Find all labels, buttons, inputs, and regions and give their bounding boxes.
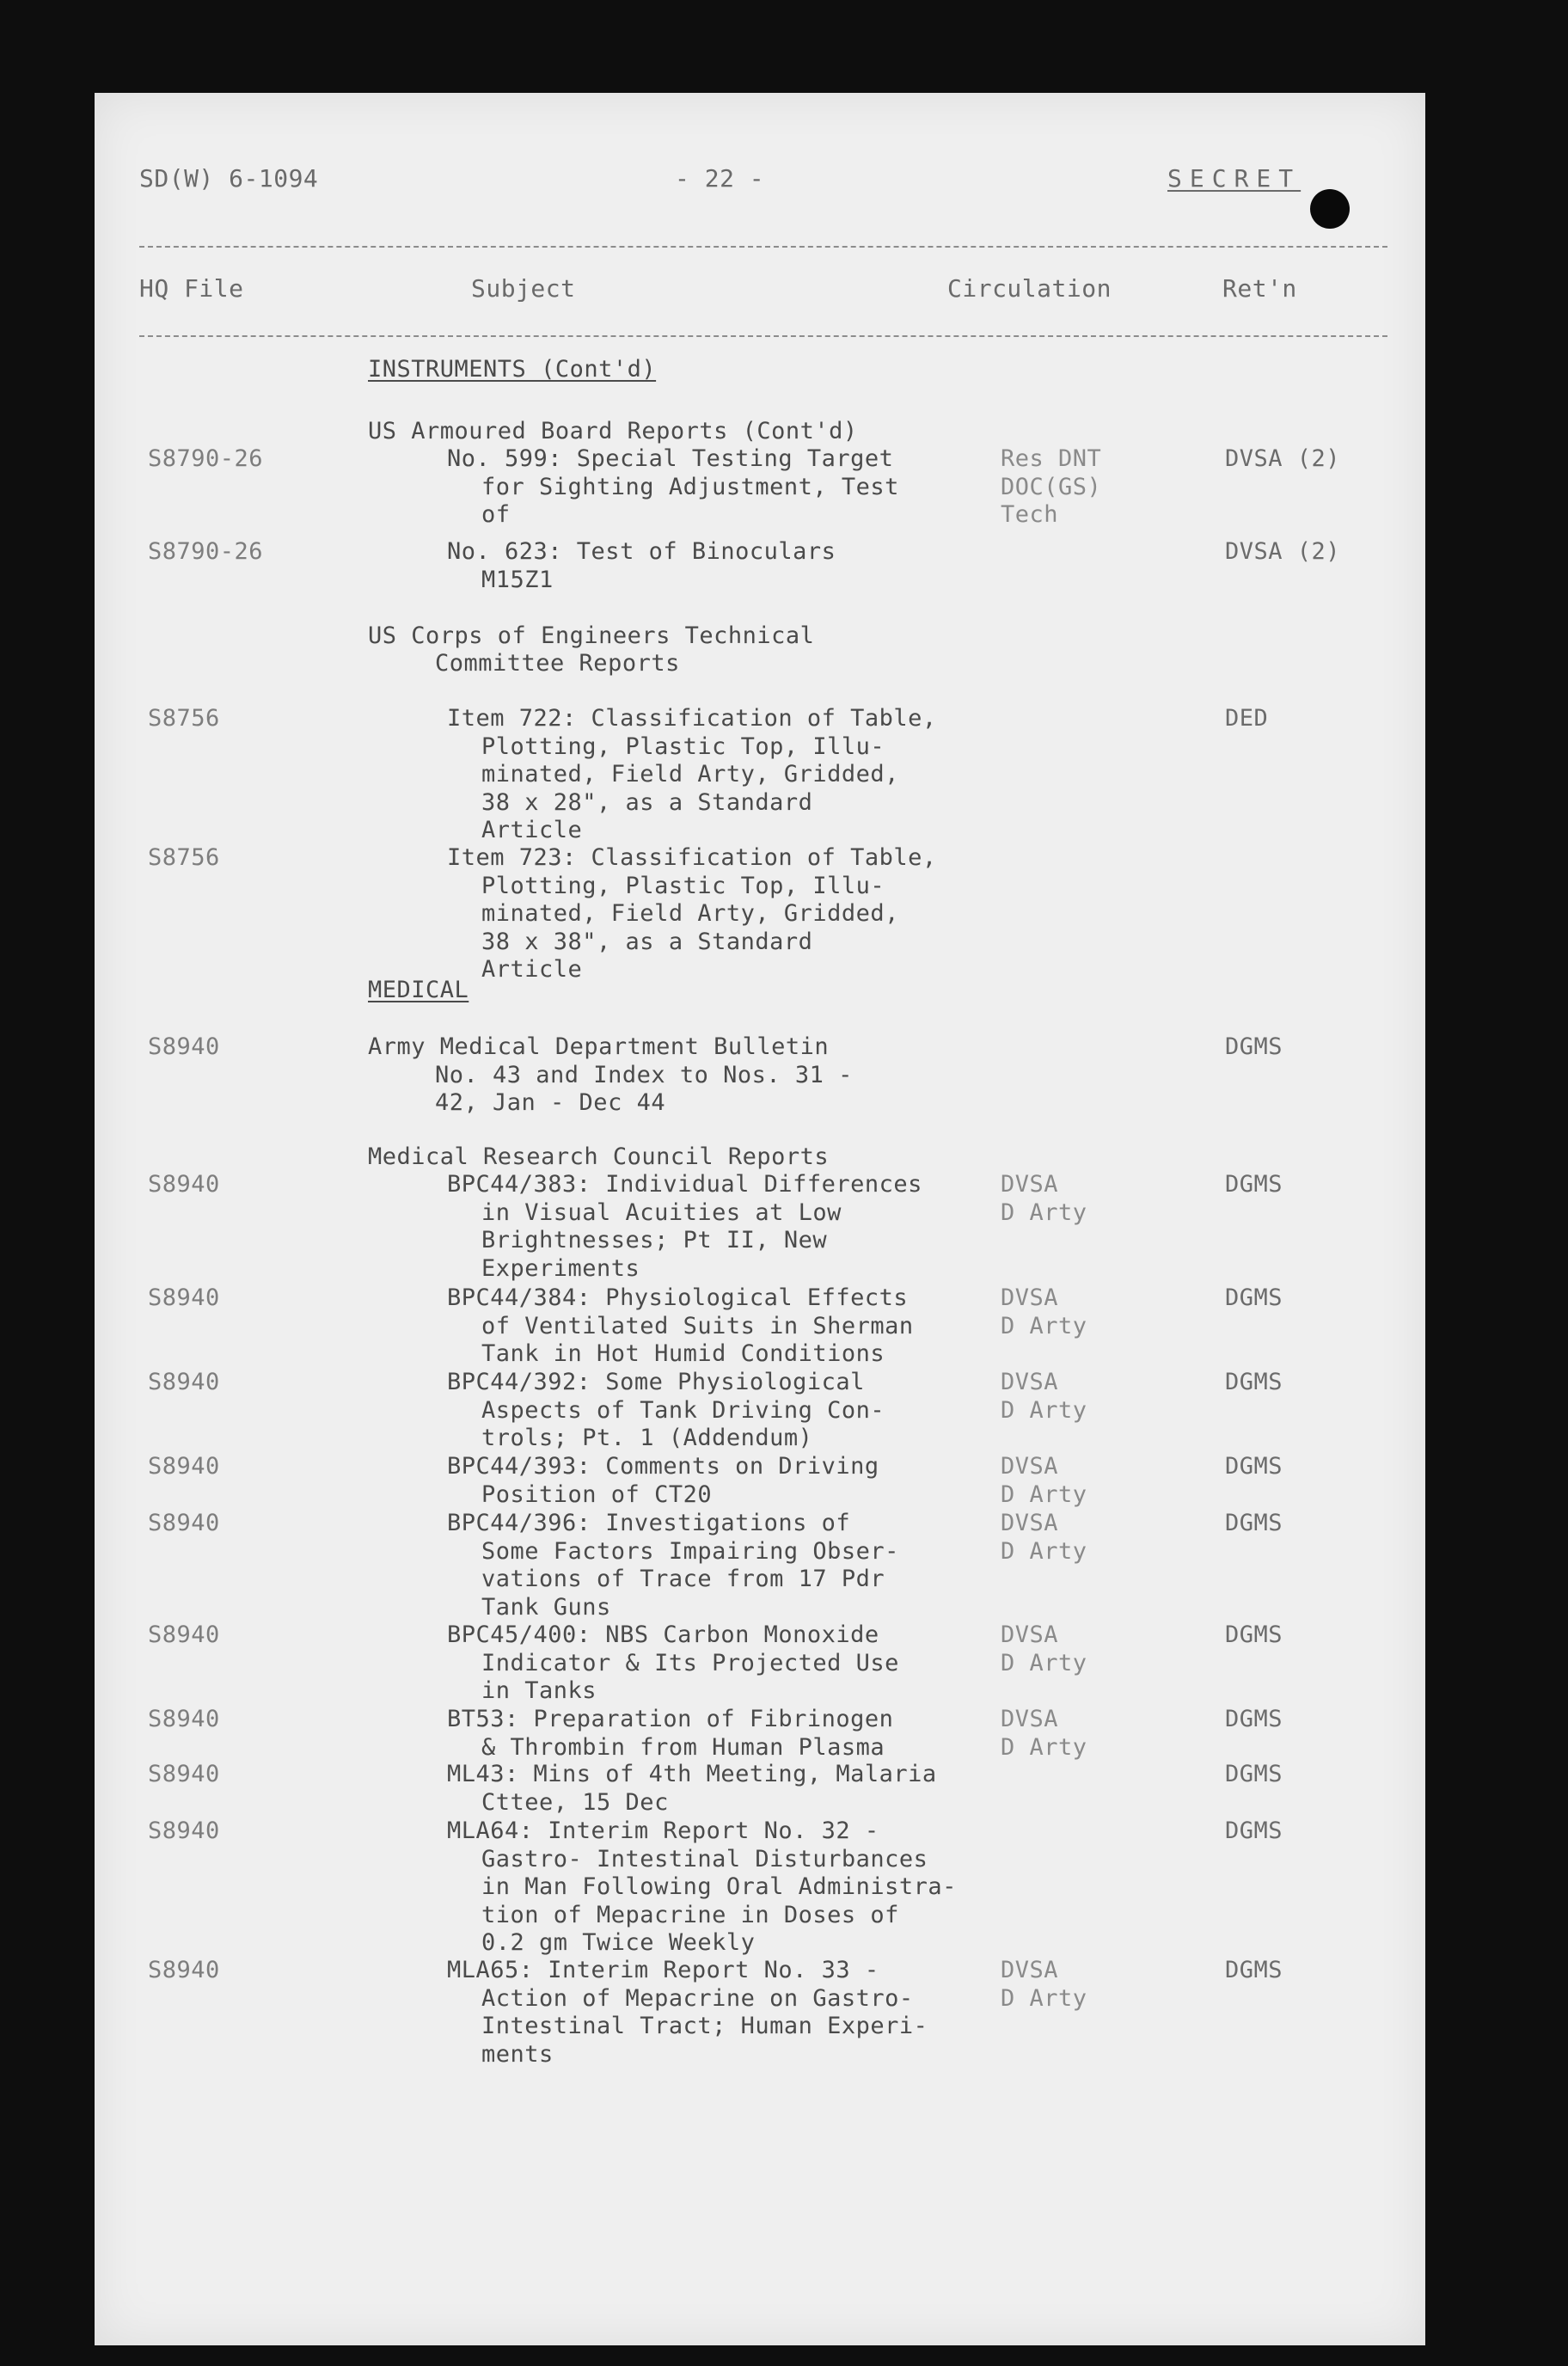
entry-file-number: S8940 <box>148 1817 220 1844</box>
entry-subject-line: minated, Field Arty, Gridded, <box>481 900 899 927</box>
entry-circulation: D Arty <box>1001 1984 1087 2012</box>
entry-return: DGMS <box>1225 1621 1283 1648</box>
entry-subject-line: Article <box>481 956 583 983</box>
classification-marking: SECRET <box>1167 164 1302 193</box>
entry-return: DGMS <box>1225 1761 1283 1787</box>
entry-circulation: D Arty <box>1001 1312 1087 1339</box>
entry-file-number: S8940 <box>148 1284 220 1311</box>
entry-subject-line: trols; Pt. 1 (Addendum) <box>481 1425 813 1451</box>
page-number: - 22 - <box>675 164 765 193</box>
entry-return: DGMS <box>1225 1817 1283 1844</box>
entry-file-number: S8940 <box>148 1706 220 1732</box>
entry-file-number: S8790-26 <box>148 538 264 565</box>
entry-subject-line: minated, Field Arty, Gridded, <box>481 761 899 788</box>
entry-circulation: DVSA <box>1001 1510 1059 1536</box>
entry-circulation: D Arty <box>1001 1396 1087 1424</box>
entry-subject-line: in Tanks <box>481 1677 597 1704</box>
entry-subject-line: BT53: Preparation of Fibrinogen <box>447 1706 894 1732</box>
entry-return: DGMS <box>1225 1369 1283 1395</box>
document-page <box>95 93 1425 2345</box>
entry-file-number: S8756 <box>148 705 220 732</box>
entry-file-number: S8940 <box>148 1369 220 1395</box>
entry-subject-line: of <box>481 501 511 528</box>
entry-file-number: S8756 <box>148 844 220 871</box>
column-header-return: Ret'n <box>1222 274 1297 303</box>
entry-circulation: Tech <box>1001 501 1059 528</box>
entry-subject-line: BPC44/392: Some Physiological <box>447 1369 865 1395</box>
section-heading-medical: MEDICAL <box>368 977 469 1003</box>
entry-circulation: DVSA <box>1001 1453 1059 1480</box>
entry-return: DVSA (2) <box>1225 445 1341 472</box>
entry-return: DGMS <box>1225 1284 1283 1311</box>
entry-circulation: DOC(GS) <box>1001 473 1102 500</box>
entry-subject-line: Aspects of Tank Driving Con- <box>481 1396 885 1424</box>
entry-return: DGMS <box>1225 1171 1283 1198</box>
entry-subject-line: MLA64: Interim Report No. 32 - <box>447 1817 879 1844</box>
entry-subject-line: BPC44/393: Comments on Driving <box>447 1453 879 1480</box>
column-header-circulation: Circulation <box>947 274 1112 303</box>
entry-subject-line: Experiments <box>481 1254 640 1282</box>
entry-subject-line: of Ventilated Suits in Sherman <box>481 1312 914 1339</box>
entry-subject-line: ML43: Mins of 4th Meeting, Malaria <box>447 1761 937 1787</box>
entry-circulation: DVSA <box>1001 1706 1059 1732</box>
entry-file-number: S8940 <box>148 1033 220 1060</box>
entry-subject-line: Indicator & Its Projected Use <box>481 1649 899 1676</box>
entry-file-number: S8940 <box>148 1957 220 1983</box>
group-heading-mrc: Medical Research Council Reports <box>368 1143 830 1170</box>
entry-subject-line: Army Medical Department Bulletin <box>368 1033 830 1060</box>
entry-subject-line: No. 623: Test of Binoculars <box>447 538 836 565</box>
entry-subject-line: Tank in Hot Humid Conditions <box>481 1340 885 1367</box>
entry-subject-line: Tank Guns <box>481 1593 611 1621</box>
document-number: SD(W) 6-1094 <box>139 164 319 193</box>
entry-circulation: D Arty <box>1001 1198 1087 1226</box>
entry-subject-line: in Visual Acuities at Low <box>481 1198 842 1226</box>
header-rule-top <box>139 246 1387 248</box>
group-heading-engineers-cont: Committee Reports <box>435 650 680 677</box>
entry-subject-line: 42, Jan - Dec 44 <box>435 1089 666 1116</box>
entry-subject-line: BPC45/400: NBS Carbon Monoxide <box>447 1621 879 1648</box>
entry-subject-line: 38 x 28", as a Standard <box>481 788 813 816</box>
entry-subject-line: Cttee, 15 Dec <box>481 1788 669 1816</box>
column-header-file: HQ File <box>139 274 244 303</box>
entry-return: DGMS <box>1225 1957 1283 1983</box>
section-heading-instruments: INSTRUMENTS (Cont'd) <box>368 356 657 383</box>
entry-subject-line: Item 722: Classification of Table, <box>447 705 937 732</box>
entry-subject-line: BPC44/396: Investigations of <box>447 1510 851 1536</box>
header-rule-bottom <box>139 335 1387 337</box>
entry-subject-line: 0.2 gm Twice Weekly <box>481 1929 756 1956</box>
entry-file-number: S8940 <box>148 1510 220 1536</box>
entry-circulation: Res DNT <box>1001 445 1102 472</box>
entry-return: DVSA (2) <box>1225 538 1341 565</box>
entry-subject-line: Intestinal Tract; Human Experi- <box>481 2013 928 2039</box>
entry-subject-line: MLA65: Interim Report No. 33 - <box>447 1957 879 1983</box>
ink-blot <box>1310 189 1350 229</box>
entry-return: DGMS <box>1225 1453 1283 1480</box>
entry-subject-line: Some Factors Impairing Obser- <box>481 1537 899 1565</box>
entry-subject-line: Position of CT20 <box>481 1480 713 1508</box>
entry-file-number: S8940 <box>148 1621 220 1648</box>
entry-subject-line: Action of Mepacrine on Gastro- <box>481 1984 914 2012</box>
entry-subject-line: for Sighting Adjustment, Test <box>481 473 899 500</box>
entry-subject-line: & Thrombin from Human Plasma <box>481 1733 885 1761</box>
entry-subject-line: vations of Trace from 17 Pdr <box>481 1566 885 1592</box>
entry-subject-line: Plotting, Plastic Top, Illu- <box>481 732 885 760</box>
entry-subject-line: No. 599: Special Testing Target <box>447 445 894 472</box>
column-header-subject: Subject <box>471 274 576 303</box>
entry-subject-line: tion of Mepacrine in Doses of <box>481 1901 899 1928</box>
entry-subject-line: in Man Following Oral Administra- <box>481 1873 957 1900</box>
entry-subject-line: Plotting, Plastic Top, Illu- <box>481 872 885 899</box>
entry-circulation: D Arty <box>1001 1649 1087 1676</box>
entry-subject-line: No. 43 and Index to Nos. 31 - <box>435 1061 853 1088</box>
entry-subject-line: Item 723: Classification of Table, <box>447 844 937 871</box>
entry-return: DED <box>1225 705 1269 732</box>
entry-file-number: S8790-26 <box>148 445 264 472</box>
group-heading-engineers: US Corps of Engineers Technical <box>368 622 815 649</box>
entry-subject-line: Gastro- Intestinal Disturbances <box>481 1845 928 1873</box>
entry-subject-line: ments <box>481 2040 554 2068</box>
entry-subject-line: BPC44/384: Physiological Effects <box>447 1284 909 1311</box>
entry-circulation: DVSA <box>1001 1957 1059 1983</box>
entry-file-number: S8940 <box>148 1761 220 1787</box>
entry-subject-line: Brightnesses; Pt II, New <box>481 1227 828 1253</box>
entry-circulation: D Arty <box>1001 1480 1087 1508</box>
entry-return: DGMS <box>1225 1706 1283 1732</box>
entry-subject-line: Article <box>481 817 583 843</box>
group-heading-armoured-board: US Armoured Board Reports (Cont'd) <box>368 418 858 444</box>
entry-circulation: D Arty <box>1001 1537 1087 1565</box>
entry-circulation: D Arty <box>1001 1733 1087 1761</box>
entry-circulation: DVSA <box>1001 1284 1059 1311</box>
entry-subject-line: 38 x 38", as a Standard <box>481 928 813 955</box>
entry-subject-line: BPC44/383: Individual Differences <box>447 1171 922 1198</box>
entry-file-number: S8940 <box>148 1453 220 1480</box>
entry-circulation: DVSA <box>1001 1171 1059 1198</box>
entry-circulation: DVSA <box>1001 1621 1059 1648</box>
entry-return: DGMS <box>1225 1033 1283 1060</box>
entry-subject-line: M15Z1 <box>481 566 554 593</box>
entry-file-number: S8940 <box>148 1171 220 1198</box>
entry-circulation: DVSA <box>1001 1369 1059 1395</box>
entry-return: DGMS <box>1225 1510 1283 1536</box>
